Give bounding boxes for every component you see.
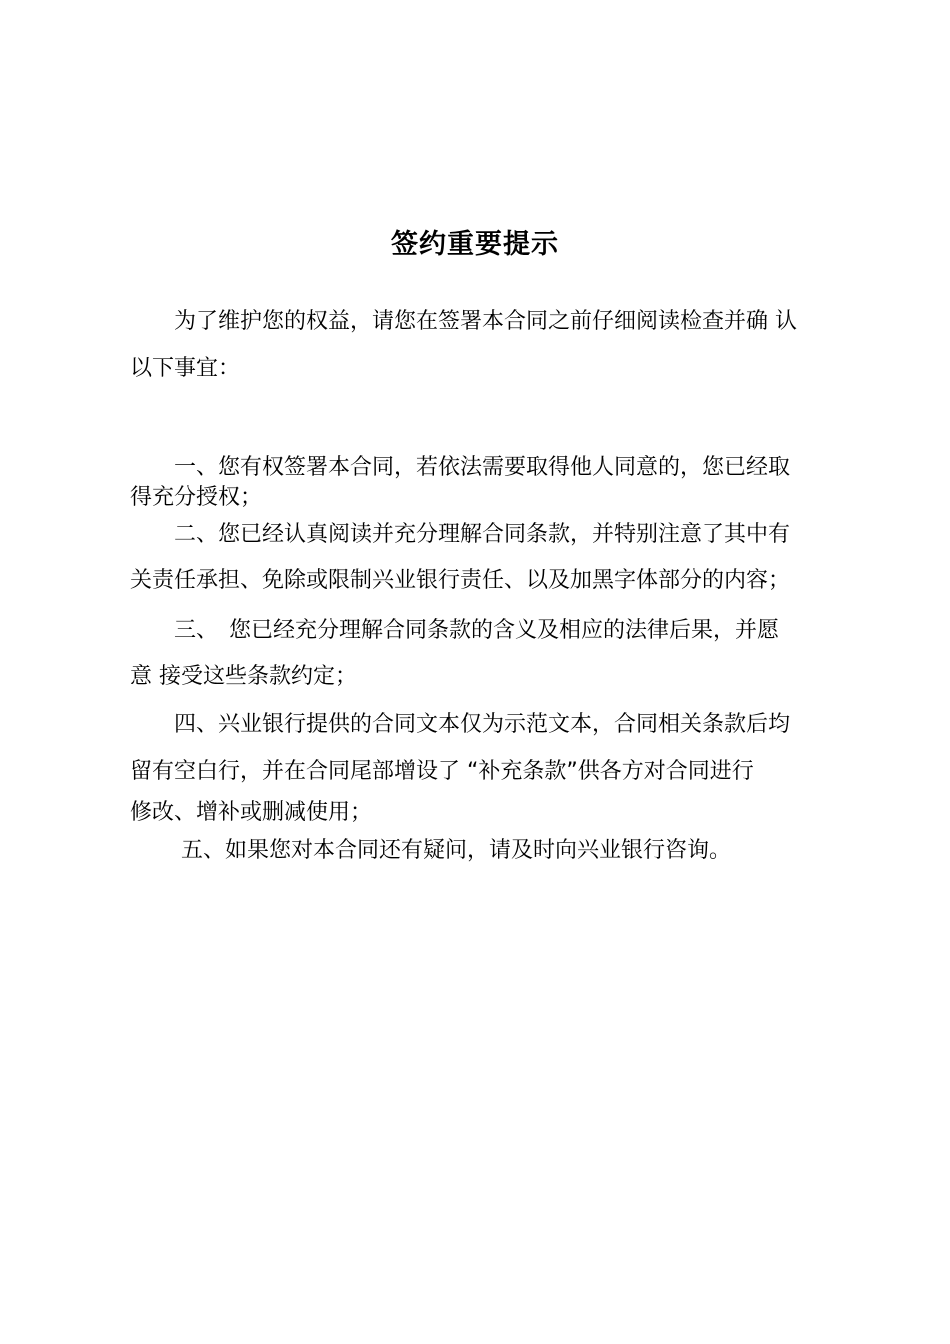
item-4-line-3: 修改、增补或删减使用； <box>130 800 373 825</box>
item-3-line-2: 意 接受这些条款约定； <box>130 664 357 689</box>
document-title: 签约重要提示 <box>391 229 559 260</box>
intro-line-1: 为了维护您的权益，请您在签署本合同之前仔细阅读检查并确 认 <box>130 309 797 334</box>
item-1-line-1: 一、您有权签署本合同，若依法需要取得他人同意的，您已经取 <box>130 455 791 480</box>
item-2-line-2: 关责任承担、免除或限制兴业银行责任、以及加黑字体部分的内容； <box>130 568 791 593</box>
item-4-line-2: 留有空白行，并在合同尾部增设了 “补充条款”供各方对合同进行 <box>130 759 754 784</box>
item-4-line-1: 四、兴业银行提供的合同文本仅为示范文本，合同相关条款后均 <box>130 712 791 737</box>
item-5-line-1: 五、如果您对本合同还有疑问，请及时向兴业银行咨询。 <box>130 838 731 863</box>
intro-line-2: 以下事宜： <box>130 356 241 381</box>
item-1-line-2: 得充分授权； <box>130 485 263 510</box>
item-3-line-1: 三、 您已经充分理解合同条款的含义及相应的法律后果，并愿 <box>130 618 780 643</box>
item-2-line-1: 二、您已经认真阅读并充分理解合同条款，并特别注意了其中有 <box>130 522 791 547</box>
